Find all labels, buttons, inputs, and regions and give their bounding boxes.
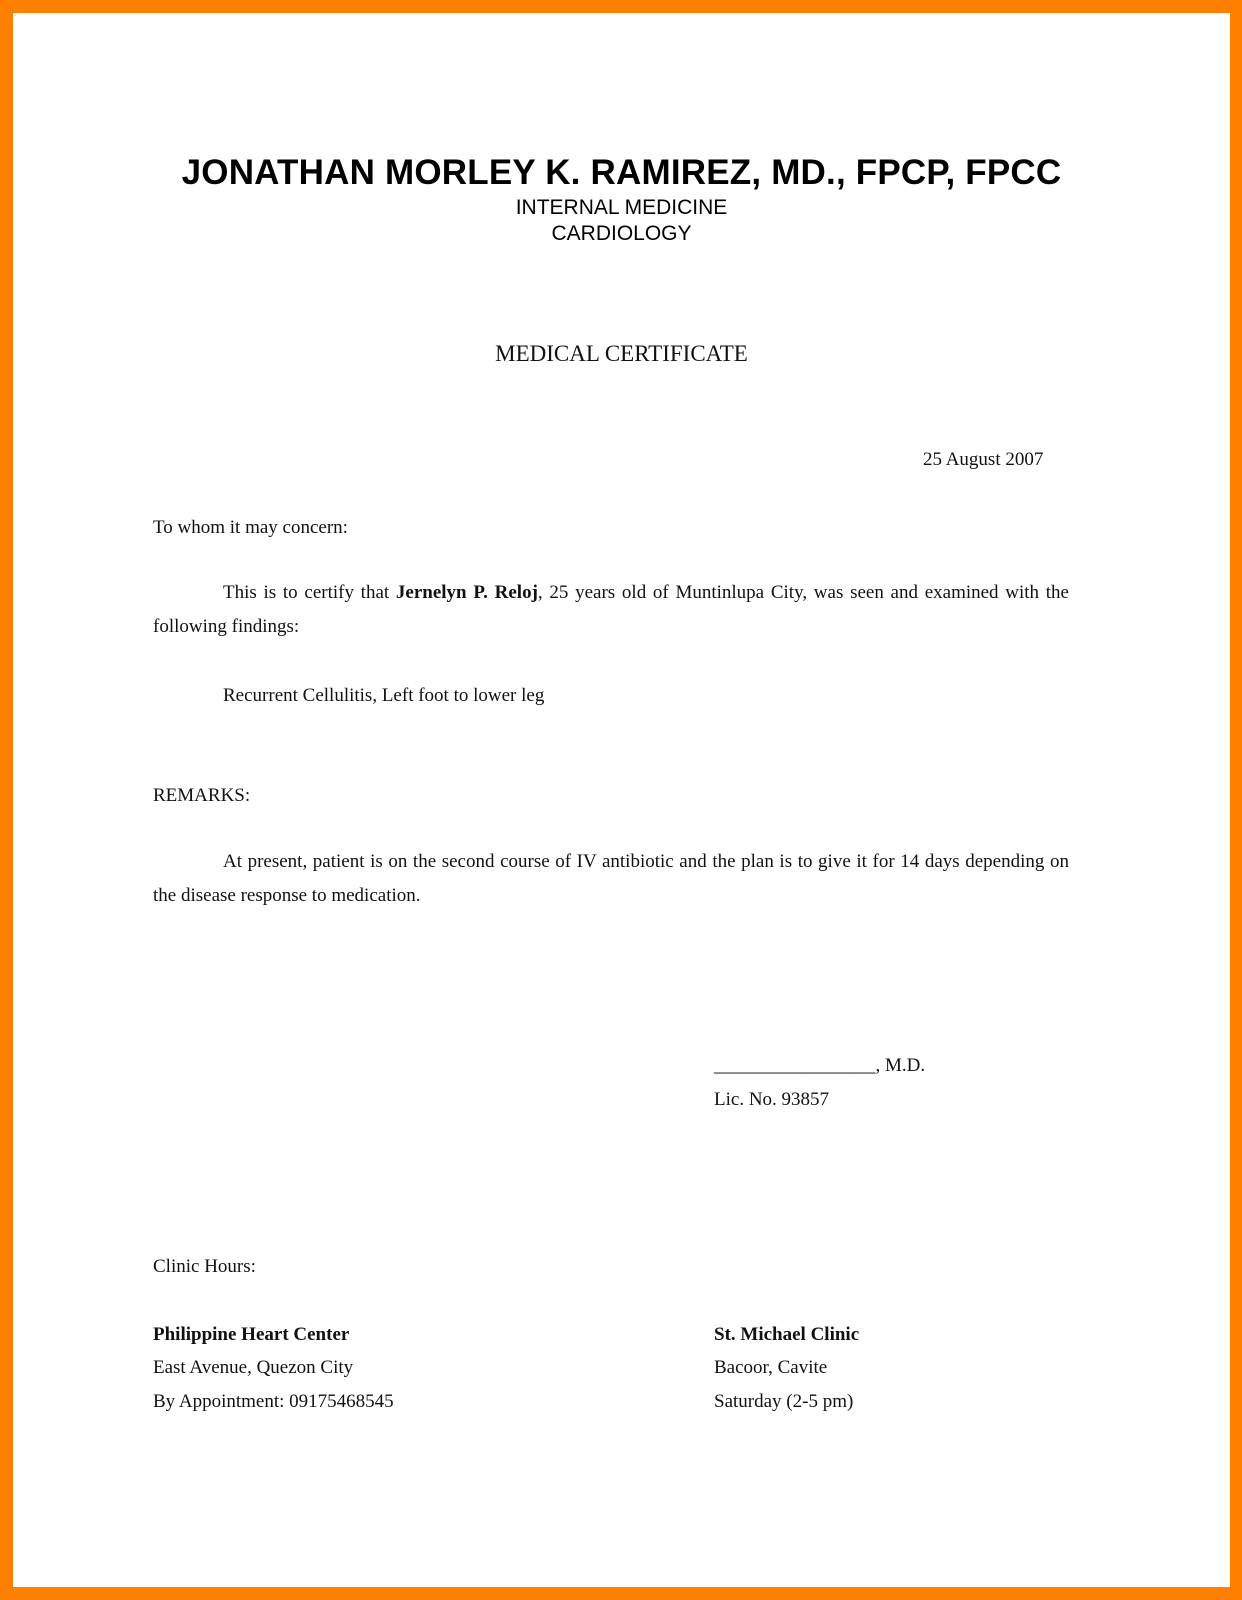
remarks-label: REMARKS: <box>153 785 251 806</box>
finding-text: Recurrent Cellulitis, Left foot to lower leg <box>223 685 545 706</box>
certificate-date: 25 August 2007 <box>923 449 1044 470</box>
certificate-title: MEDICAL CERTIFICATE <box>495 341 748 366</box>
clinic-schedule-st-michael: Saturday (2-5 pm) <box>714 1391 854 1412</box>
certify-suffix: , 25 years old of Muntinlupa City, was seen and examined with the following findings: <box>153 582 1069 637</box>
clinic-address-st-michael: Bacoor, Cavite <box>714 1357 828 1378</box>
specialty-cardiology: CARDIOLOGY <box>551 222 692 245</box>
remarks-paragraph: At present, patient is on the second course of IV antibiotic and the plan is to give it for 14 days depending on the disease response to medication. <box>153 851 1069 906</box>
certificate-page <box>13 13 1230 1587</box>
patient-name: Jernelyn P. Reloj <box>395 582 538 603</box>
clinic-schedule-philippine-heart-center: By Appointment: 09175468545 <box>153 1391 394 1412</box>
clinic-name-st-michael: St. Michael Clinic <box>714 1324 860 1345</box>
salutation: To whom it may concern: <box>153 517 348 538</box>
signature-line: _________________, M.D. <box>714 1055 926 1076</box>
doctor-name: JONATHAN MORLEY K. RAMIREZ, MD., FPCP, FPCC <box>181 153 1062 192</box>
clinic-name-philippine-heart-center: Philippine Heart Center <box>153 1324 350 1345</box>
clinic-address-philippine-heart-center: East Avenue, Quezon City <box>153 1357 354 1378</box>
license-number: Lic. No. 93857 <box>714 1089 830 1110</box>
specialty-internal-medicine: INTERNAL MEDICINE <box>515 196 728 219</box>
certify-prefix: This is to certify that <box>223 582 396 603</box>
clinic-hours-label: Clinic Hours: <box>153 1256 256 1277</box>
certify-paragraph <box>153 576 1069 644</box>
